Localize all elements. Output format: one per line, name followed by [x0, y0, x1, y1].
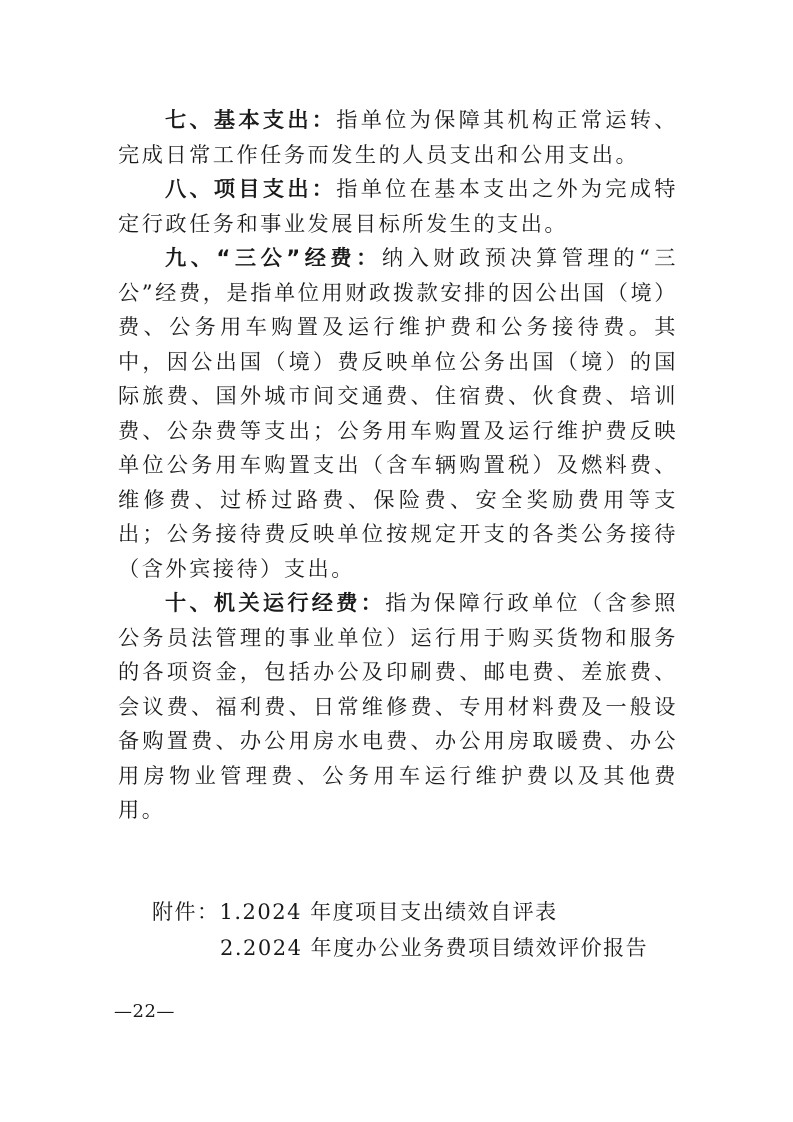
paragraph-project-expenditure: [118, 172, 678, 241]
definition-agency-operating-expenses: 指为保障行政单位（含参照公务员法管理的事业单位）运行用于购买货物和服务的各项资金，包括办公及印刷费、邮电费、差旅费、会议费、福利费、日常维修费、专用材料费及一般设备购置费、办公用房水电费、办公用房取暖费、办公用房物业管理费、公务用车运行维护费以及其他费用。: [118, 590, 678, 822]
term-three-public-expenses: 九、“三公”经费：: [165, 245, 382, 270]
definition-three-public-expenses: 纳入财政预决算管理的“三公”经费，是指单位用财政拨款安排的因公出国（境）费、公务用车购置及运行维护费和公务接待费。其中，因公出国（境）费反映单位公务出国（境）的国际旅费、国外城市间交通费、住宿费、伙食费、培训费、公杂费等支出；公务用车购置及运行维护费反映单位公务用车购置支出（含车辆购置税）及燃料费、维修费、过桥过路费、保险费、安全奖励费用等支出；公务接待费反映单位按规定开支的各类公务接待（含外宾接待）支出。: [118, 245, 678, 581]
paragraph-basic-expenditure: [118, 103, 678, 172]
attachments: [152, 894, 712, 966]
term-project-expenditure: 八、项目支出：: [165, 176, 337, 201]
attachment-label: 附件：: [152, 900, 220, 924]
attachment-item-2: 2.2024 年度办公业务费项目绩效评价报告: [220, 936, 649, 960]
term-agency-operating-expenses: 十、机关运行经费：: [165, 590, 386, 615]
definition-basic-expenditure: 指单位为保障其机构正常运转、完成日常工作任务而发生的人员支出和公用支出。: [118, 107, 678, 167]
page-number: —22—: [114, 1001, 175, 1022]
attachment-line-1: [152, 894, 712, 930]
definition-project-expenditure: 指单位在基本支出之外为完成特定行政任务和事业发展目标所发生的支出。: [118, 176, 678, 236]
attachment-line-2: [152, 930, 712, 966]
term-basic-expenditure: 七、基本支出：: [165, 107, 337, 132]
body-text: [118, 103, 678, 828]
paragraph-three-public-expenses: [118, 241, 678, 586]
attachment-item-1: 1.2024 年度项目支出绩效自评表: [219, 900, 558, 924]
paragraph-agency-operating-expenses: [118, 586, 678, 828]
